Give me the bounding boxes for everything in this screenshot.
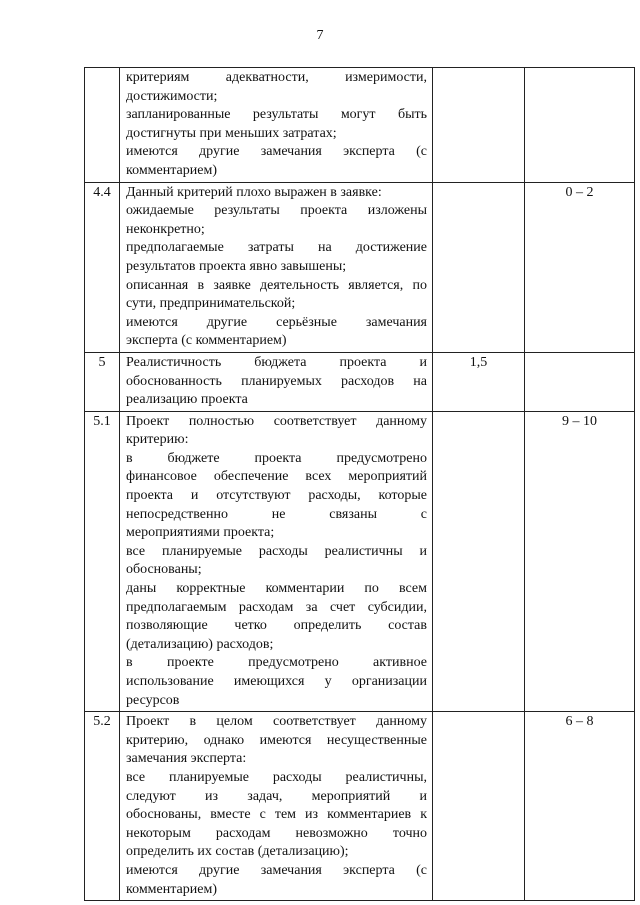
row-number-cell: 5.2 (85, 712, 120, 901)
description-line: реализацию проекта (126, 392, 248, 408)
page-number: 7 (316, 28, 324, 43)
description-line: комментарием) (126, 881, 217, 897)
description-line: критерию: (126, 432, 189, 448)
row-number-cell: 5.1 (85, 411, 120, 712)
description-line: обоснованы; (126, 562, 202, 578)
criterion-description-cell (120, 68, 433, 183)
description-line: ресурсов (126, 692, 180, 708)
description-line: Данный критерий плохо выражен в заявке: (126, 184, 382, 200)
description-line: некоторым расходам невозможно точно (126, 825, 427, 841)
criterion-description-cell (120, 712, 433, 901)
description-line: все планируемые расходы реалистичны, (126, 769, 427, 785)
row-number-cell (85, 68, 120, 183)
description-line: Проект в целом соответствует данному (126, 714, 427, 730)
description-line: ожидаемые результаты проекта изложены (126, 203, 427, 219)
weight-cell (433, 411, 525, 712)
description-line: позволяющие четко определить состав (126, 618, 427, 634)
description-line: предполагаемые затраты на достижение (126, 240, 427, 256)
row-number-cell: 5 (85, 352, 120, 411)
description-line: описанная в заявке деятельность является, по (126, 277, 427, 293)
description-line: Проект полностью соответствует данному (126, 413, 427, 429)
description-line: даны корректные комментарии по всем (126, 581, 427, 597)
score-cell (525, 68, 635, 183)
description-line: имеются другие замечания эксперта (с (126, 862, 427, 878)
weight-cell (433, 182, 525, 352)
description-line: непосредственно не связаны с (126, 506, 427, 522)
description-line: неконкретно; (126, 221, 205, 237)
table-row (85, 182, 635, 352)
description-line: определить их состав (детализацию); (126, 844, 349, 860)
description-line: (детализацию) расходов; (126, 636, 274, 652)
weight-cell (433, 712, 525, 901)
score-cell (525, 352, 635, 411)
description-line: обоснованность планируемых расходов на (126, 373, 427, 389)
weight-cell: 1,5 (433, 352, 525, 411)
criteria-table-body (85, 68, 635, 901)
description-line: использование имеющихся у организации (126, 674, 427, 689)
criterion-description-cell (120, 411, 433, 712)
score-cell: 6 – 8 (525, 712, 635, 901)
table-row (85, 352, 635, 411)
table-row (85, 68, 635, 183)
weight-cell (433, 68, 525, 183)
description-line: комментарием) (126, 162, 217, 178)
description-line: обоснованы, вместе с тем из комментариев к (126, 807, 427, 823)
description-line: сути, предпринимательской; (126, 296, 296, 312)
description-line: в проекте предусмотрено активное (126, 655, 427, 671)
description-line: мероприятиями проекта; (126, 525, 275, 541)
description-line: имеются другие замечания эксперта (с (126, 144, 427, 160)
criterion-description-cell (120, 182, 433, 352)
score-cell: 0 – 2 (525, 182, 635, 352)
description-line: критерию, однако имеются несущественные (126, 732, 427, 748)
score-cell: 9 – 10 (525, 411, 635, 712)
description-line: замечания эксперта: (126, 751, 247, 767)
table-row (85, 712, 635, 901)
description-line: запланированные результаты могут быть (126, 107, 427, 123)
description-line: проекта и отсутствуют расходы, которые (126, 488, 427, 504)
description-line: достижимости; (126, 88, 218, 104)
row-number-cell: 4.4 (85, 182, 120, 352)
description-line: в бюджете проекта предусмотрено (126, 450, 427, 466)
criteria-table (84, 67, 635, 901)
description-line: финансовое обеспечение всех мероприятий (126, 469, 427, 485)
description-line: критериям адекватности, измеримости, (126, 70, 427, 85)
description-line: следуют из задач, мероприятий и (126, 788, 427, 804)
description-line: эксперта (с комментарием) (126, 333, 287, 349)
description-line: все планируемые расходы реалистичны и (126, 543, 427, 559)
description-line: достигнуты при меньших затратах; (126, 125, 337, 141)
description-line: предполагаемым расходам за счет субсидии, (126, 599, 427, 615)
description-line: Реалистичность бюджета проекта и (126, 354, 427, 370)
criterion-description-cell (120, 352, 433, 411)
description-line: имеются другие серьёзные замечания (126, 314, 427, 330)
description-line: результатов проекта явно завышены; (126, 258, 347, 274)
table-row (85, 411, 635, 712)
